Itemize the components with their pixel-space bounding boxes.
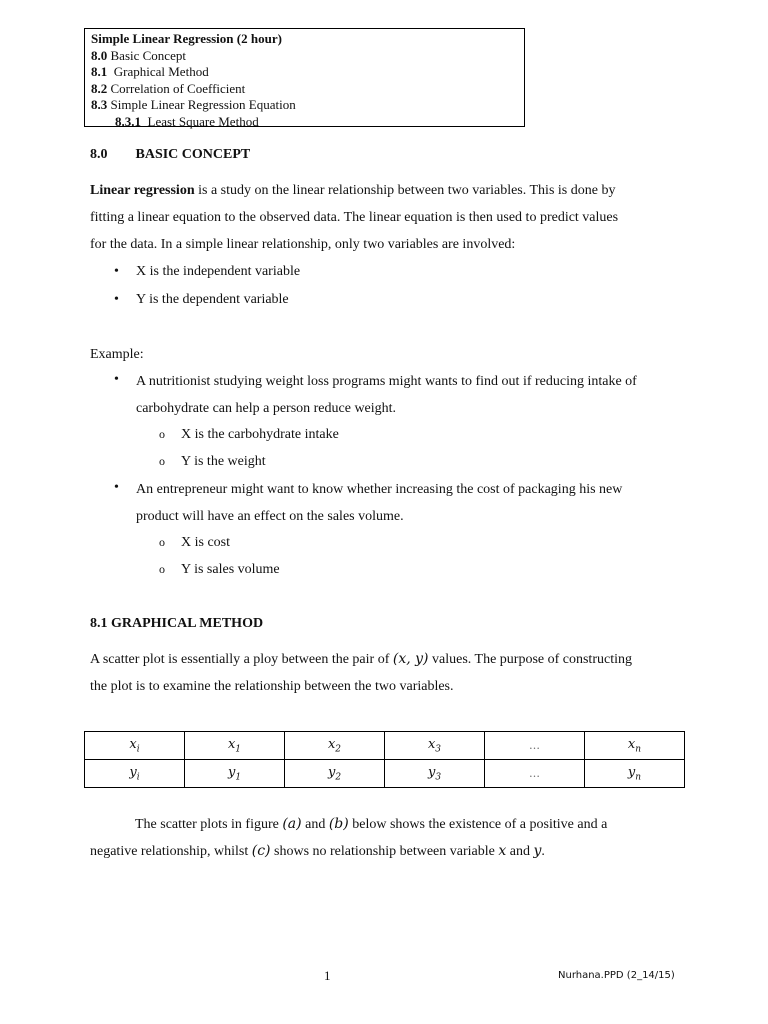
section-heading-8-1: 8.1 GRAPHICAL METHOD <box>90 616 264 631</box>
bullet-icon: • <box>114 480 119 495</box>
graphical-method-paragraph: A scatter plot is essentially a ploy between the pair of (x, y) values. The purpose of constructing the plot is to examine the relationship between the two variables. <box>90 651 632 694</box>
contents-title: Simple Linear Regression (2 hour) <box>91 31 282 46</box>
contents-item: 8.2 Correlation of Coefficient <box>91 80 246 96</box>
scatter-plots-paragraph: The scatter plots in figure (a) and (b) below shows the existence of a positive and a negative relationship, whilst (c) shows no relationship between variable x and y. <box>90 816 608 859</box>
table-cell: … <box>485 760 585 788</box>
circle-bullet-icon: o <box>159 454 165 468</box>
table-cell: $y_n$ <box>585 760 685 788</box>
table-cell: $y_3$ <box>385 760 485 788</box>
bullet-icon: • <box>114 292 119 307</box>
circle-bullet-icon: o <box>159 535 165 549</box>
bullet-icon: • <box>114 264 119 279</box>
contents-box <box>84 28 525 127</box>
section-heading-8-0: 8.0 BASIC CONCEPT <box>90 147 251 162</box>
table-cell: $y_1$ <box>185 760 285 788</box>
example-label: Example: <box>90 347 144 362</box>
contents-item: 8.3.1 Least Square Method <box>115 113 259 129</box>
contents-item: 8.1 Graphical Method <box>91 64 209 79</box>
table-row <box>85 732 685 760</box>
intro-paragraph <box>90 177 618 258</box>
page-number: 1 <box>324 968 331 983</box>
table-cell: $y_i$ <box>85 760 185 788</box>
document-page: Simple Linear Regression (2 hour) 8.0 Basic Concept 8.1 Graphical Method 8.2 Correlation of Coefficient 8.3 Simple Linear Regression Equation 8.3.1 Least Square Method 8.0 BASIC CONCEPT Linear regression is a study on the linear relationship between two variables. This is done by fitting a linear equation to the observed data. The linear equation is then used to predict values for the data. In a simple linear relationship, only two variables are involved: • X is the independent variable • Y is the dependent variable Example: • A nutritionist studying weight loss programs might wants to find out if reducing intake of carbohydrate can help a person reduce weight. o X is the carbohydrate intake o Y is the weight • An entrepreneur might want to know whether increasing the cost of packaging his new product will have an effect on the sales volume. o X is cost o Y is sales volume 8.1 GRAPHICAL METHOD A scatter plot is essentially a ploy between the pair of (x, y) values. The purpose of constructing the plot is to examine the relationship between the two variables. $x_i$ $x_1$ $x_2$ $x_3$ … $x_n$ $y_i$ $y_1$ $y_2$ $y_3$ … $y_n$ The scatter plots in figure (a) and (b) below shows the existence of a positive and a negative relationship, whilst (c) shows no relationship between variable x and y. 1 Nurhana.PPD (2_14/15) <box>0 0 768 1024</box>
table-row <box>85 760 685 788</box>
intro-line: fitting a linear equation to the observed data. The linear equation is then used to predict values <box>90 210 619 225</box>
table-cell: $x_2$ <box>285 732 385 760</box>
table-cell: $x_1$ <box>185 732 285 760</box>
table-cell: … <box>485 732 585 760</box>
table-cell: $x_n$ <box>585 732 685 760</box>
contents-item: 8.0 Basic Concept <box>91 47 186 63</box>
footer-author: Nurhana.PPD (2_14/15) <box>558 970 675 981</box>
circle-bullet-icon: o <box>159 427 165 441</box>
table-cell: $y_2$ <box>285 760 385 788</box>
contents-item: 8.3 Simple Linear Regression Equation <box>91 97 296 112</box>
table-cell: $x_i$ <box>85 732 185 760</box>
table-cell: $x_3$ <box>385 732 485 760</box>
bullet-icon: • <box>114 372 119 387</box>
variable-pairs-table <box>84 731 685 788</box>
circle-bullet-icon: o <box>159 562 165 576</box>
intro-line: for the data. In a simple linear relationship, only two variables are involved: <box>90 237 516 252</box>
intro-line: Linear regression is a study on the linear relationship between two variables. This is done by <box>90 183 616 198</box>
